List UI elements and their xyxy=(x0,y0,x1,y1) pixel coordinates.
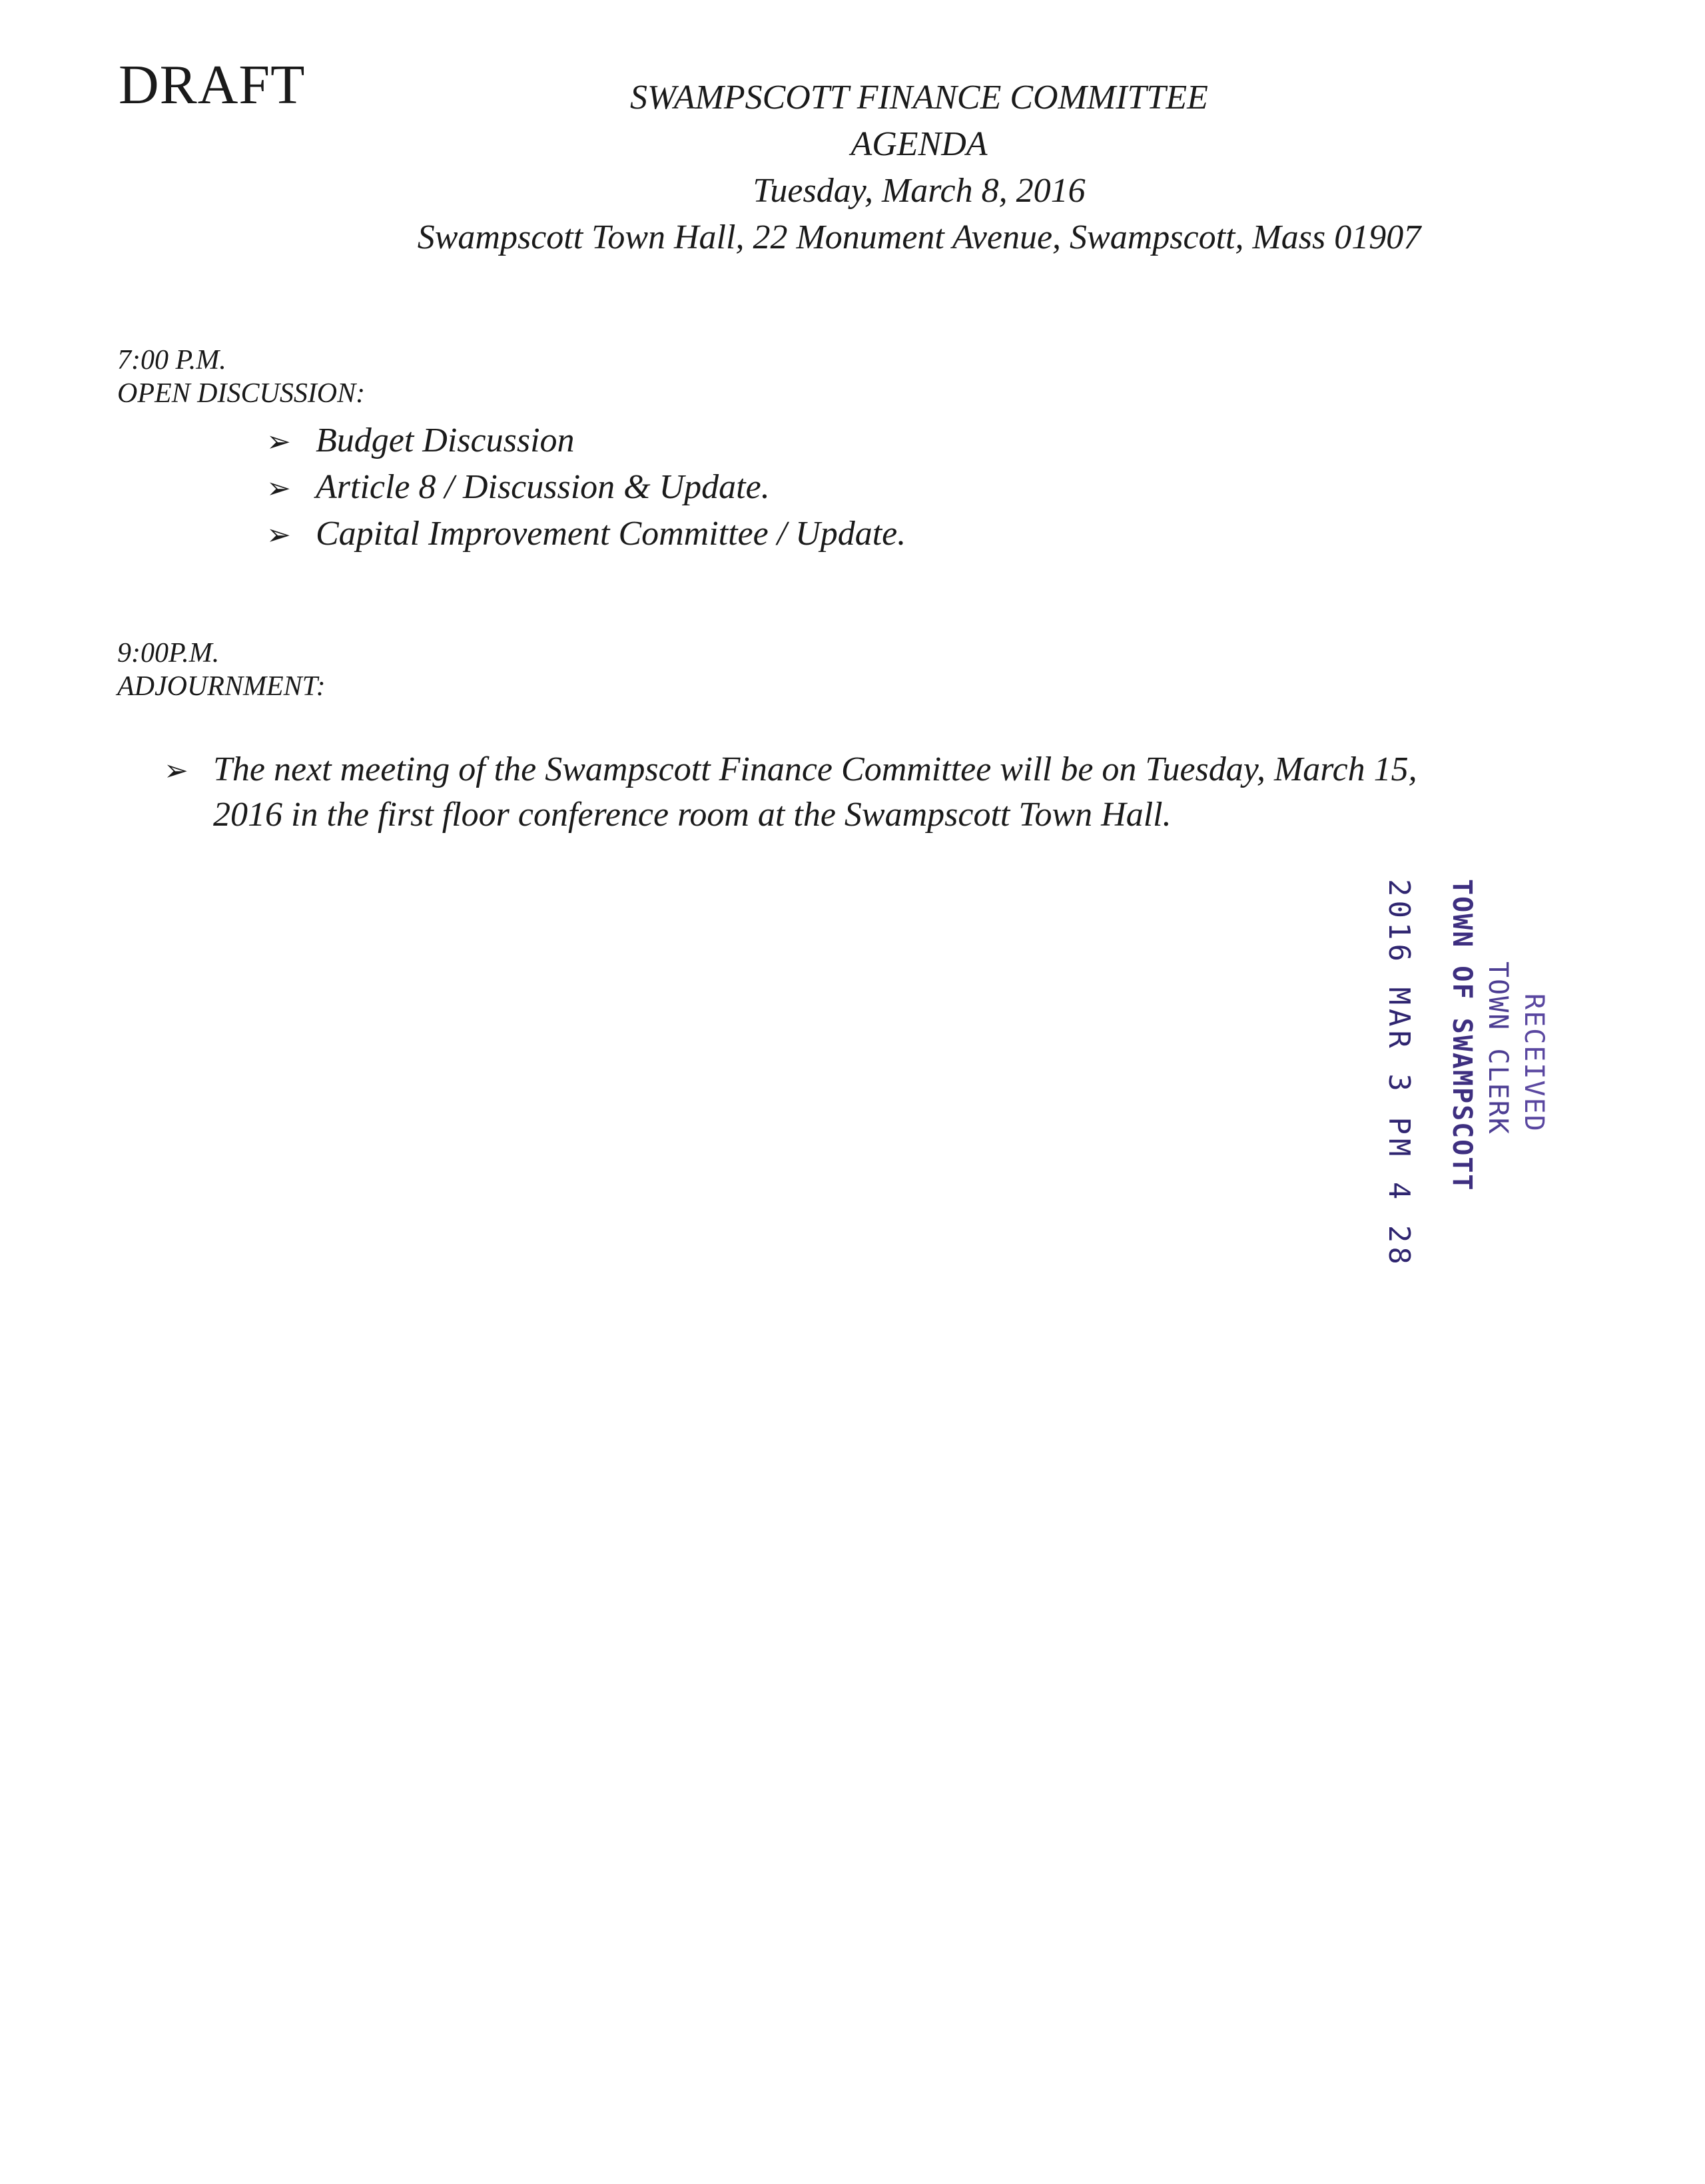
stamp-town-clerk: TOWN CLERK xyxy=(1483,961,1513,1135)
next-meeting-text xyxy=(213,747,1602,838)
stamp-date-time: 2016 MAR 3 PM 4 28 xyxy=(1382,879,1416,1268)
committee-name: SWAMPSCOTT FINANCE COMMITTEE xyxy=(630,79,1208,117)
meeting-date: Tuesday, March 8, 2016 xyxy=(753,172,1086,210)
agenda-item xyxy=(266,511,906,558)
agenda-item-text: Article 8 / Discussion & Update. xyxy=(316,468,770,506)
stamp-town-name: TOWN OF SWAMPSCOTT xyxy=(1447,879,1477,1192)
stamp-received: RECEIVED xyxy=(1519,993,1549,1133)
next-meeting-line: 2016 in the first floor conference room at the Swampscott Town Hall. xyxy=(213,796,1172,834)
arrow-bullet-icon: ➢ xyxy=(266,472,291,505)
adjournment-time: 9:00P.M. xyxy=(117,638,220,669)
agenda-header xyxy=(266,75,1572,261)
meeting-venue: Swampscott Town Hall, 22 Monument Avenue, Swampscott, Mass 01907 xyxy=(417,218,1421,256)
next-meeting-note xyxy=(164,747,1602,838)
open-discussion-section xyxy=(117,344,365,410)
open-discussion-heading: OPEN DISCUSSION: xyxy=(117,378,366,409)
adjournment-heading: ADJOURNMENT: xyxy=(117,671,326,702)
agenda-item-text: Capital Improvement Committee / Update. xyxy=(316,515,906,553)
adjournment-section xyxy=(117,637,326,703)
next-meeting-line: The next meeting of the Swampscott Finance Committee will be on Tuesday, March 15, xyxy=(213,750,1417,788)
agenda-title: AGENDA xyxy=(851,125,988,163)
received-stamp xyxy=(1352,879,1552,1268)
agenda-item xyxy=(266,418,906,465)
agenda-item-text: Budget Discussion xyxy=(316,421,575,459)
received-stamp-text xyxy=(1352,879,1552,1268)
open-discussion-time: 7:00 P.M. xyxy=(117,345,226,376)
arrow-bullet-icon: ➢ xyxy=(266,425,291,458)
arrow-bullet-icon: ➢ xyxy=(266,519,291,551)
arrow-bullet-icon: ➢ xyxy=(164,754,188,787)
draft-label: DRAFT xyxy=(119,54,306,116)
agenda-item-list xyxy=(266,418,906,558)
agenda-item xyxy=(266,465,906,511)
